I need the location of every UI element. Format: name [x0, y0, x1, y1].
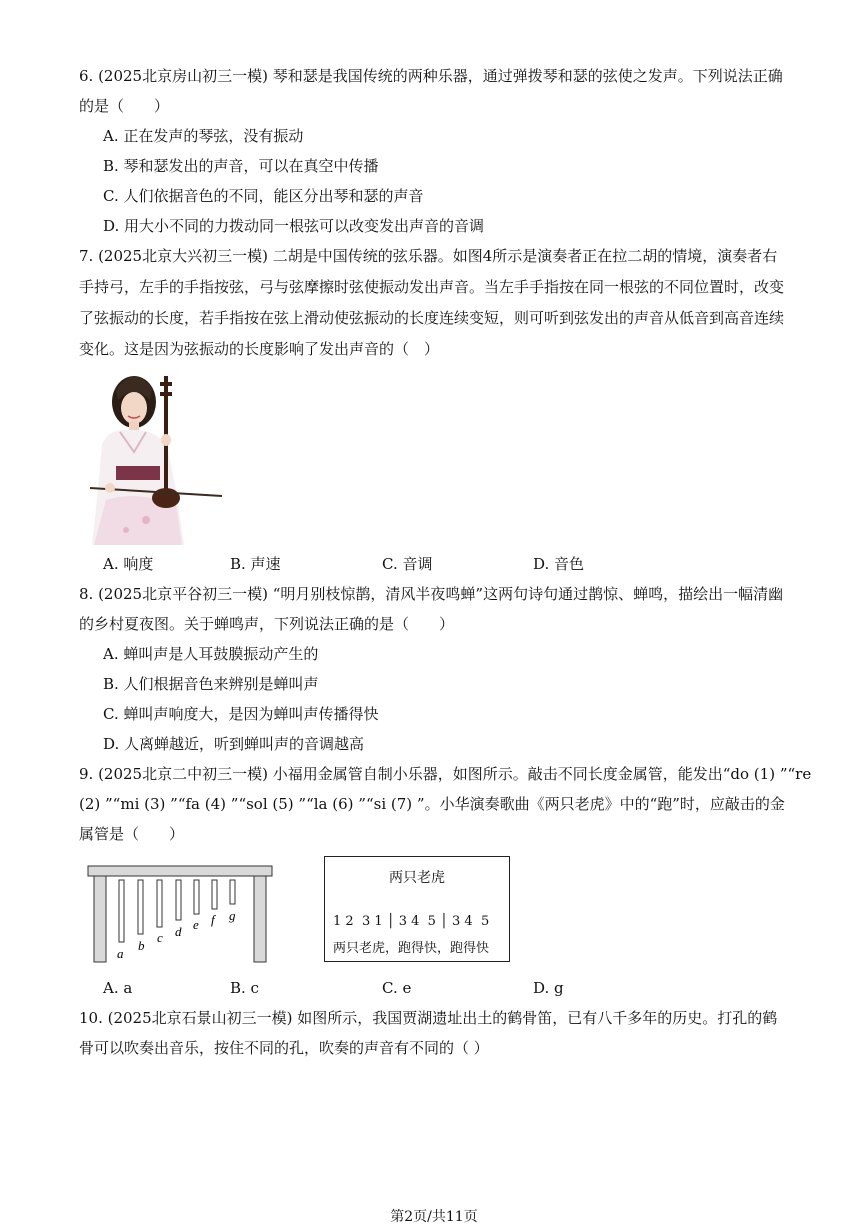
- pipe-label-d: d: [175, 924, 182, 939]
- q7-stem-line2: 手持弓，左手的手指按弦，弓与弦摩擦时弦使振动发出声音。当左手手指按在同一根弦的不同位置时，改变: [79, 278, 785, 296]
- pipe-label-e: e: [193, 917, 199, 932]
- q8-option-c: C. 蝉叫声响度大，是因为蝉叫声传播得快: [103, 705, 379, 723]
- song-lyrics: 两只老虎，跑得快，跑得快: [333, 941, 490, 956]
- q6-stem-line2: 的是（ ）: [79, 97, 170, 115]
- q10-stem-line1: 10. (2025北京石景山初三一模) 如图所示，我国贾湖遗址出土的鹤骨笛，已有八千多年的历史。打孔的鹤: [79, 1009, 778, 1027]
- q10-stem-line2: 骨可以吹奏出音乐，按住不同的孔，吹奏的声音有不同的（ ）: [79, 1039, 489, 1057]
- q6-option-b: B. 琴和瑟发出的声音，可以在真空中传播: [103, 157, 379, 175]
- erhu-player-image: [86, 370, 226, 545]
- q9-option-b: B. c: [230, 979, 259, 997]
- q9-options: [103, 978, 623, 998]
- song-score-box: [324, 856, 510, 962]
- pipe-label-b: b: [138, 938, 145, 953]
- song-notation: 1 2 3 1 │ 3 4 5 │ 3 4 5: [333, 914, 490, 929]
- q9-option-c: C. e: [382, 979, 412, 997]
- pipe-label-c: c: [157, 930, 163, 945]
- q8-option-b: B. 人们根据音色来辨别是蝉叫声: [103, 675, 319, 693]
- pipe-label-g: g: [229, 908, 236, 923]
- q7-option-a: A. 响度: [103, 555, 154, 573]
- q7-stem-line1: 7. (2025北京大兴初三一模) 二胡是中国传统的弦乐器。如图4所示是演奏者正在拉二胡的情境，演奏者右: [79, 247, 778, 265]
- q7-option-b: B. 声速: [230, 555, 281, 573]
- q7-stem-line4: 变化。这是因为弦振动的长度影响了发出声音的（ ）: [79, 340, 440, 358]
- q7-options: [103, 554, 623, 574]
- pipe-label-a: a: [117, 946, 124, 961]
- q7-option-c: C. 音调: [382, 555, 433, 573]
- q9-stem-line2: (2) ”“mi (3) ”“fa (4) ”“sol (5) ”“la (6) ”“si (7) ”。小华演奏歌曲《两只老虎》中的“跑”时，应敲击的金: [79, 795, 785, 813]
- pipe-label-f: f: [211, 912, 215, 927]
- q9-stem-line1: 9. (2025北京二中初三一模) 小福用金属管自制小乐器，如图所示。敲击不同长度金属管，能发出“do (1) ”“re: [79, 765, 812, 783]
- q8-option-a: A. 蝉叫声是人耳鼓膜振动产生的: [103, 645, 319, 663]
- q9-stem-line3: 属管是（ ）: [79, 825, 185, 843]
- q8-stem-line2: 的乡村夏夜图。关于蝉鸣声，下列说法正确的是（ ）: [79, 615, 455, 633]
- q6-stem-line1: 6. (2025北京房山初三一模) 琴和瑟是我国传统的两种乐器，通过弹拨琴和瑟的弦使之发声。下列说法正确: [79, 67, 783, 85]
- q7-option-d: D. 音色: [533, 555, 585, 573]
- song-title: 两只老虎: [389, 870, 445, 886]
- metal-pipes-figure: [86, 862, 276, 964]
- q9-option-a: A. a: [103, 979, 133, 997]
- q6-option-d: D. 用大小不同的力拨动同一根弦可以改变发出声音的音调: [103, 217, 485, 235]
- page-footer: 第2页/共11页: [390, 1209, 478, 1225]
- q8-stem-line1: 8. (2025北京平谷初三一模) “明月别枝惊鹊，清风半夜鸣蝉”这两句诗句通过鹊惊、蝉鸣，描绘出一幅清幽: [79, 585, 784, 603]
- q8-option-d: D. 人离蝉越近，听到蝉叫声的音调越高: [103, 735, 365, 753]
- q6-option-c: C. 人们依据音色的不同，能区分出琴和瑟的声音: [103, 187, 424, 205]
- q6-option-a: A. 正在发声的琴弦，没有振动: [103, 127, 304, 145]
- q7-stem-line3: 了弦振动的长度，若手指按在弦上滑动使弦振动的长度连续变短，则可听到弦发出的声音从低音到高音连续: [79, 309, 785, 327]
- q9-option-d: D. g: [533, 979, 564, 997]
